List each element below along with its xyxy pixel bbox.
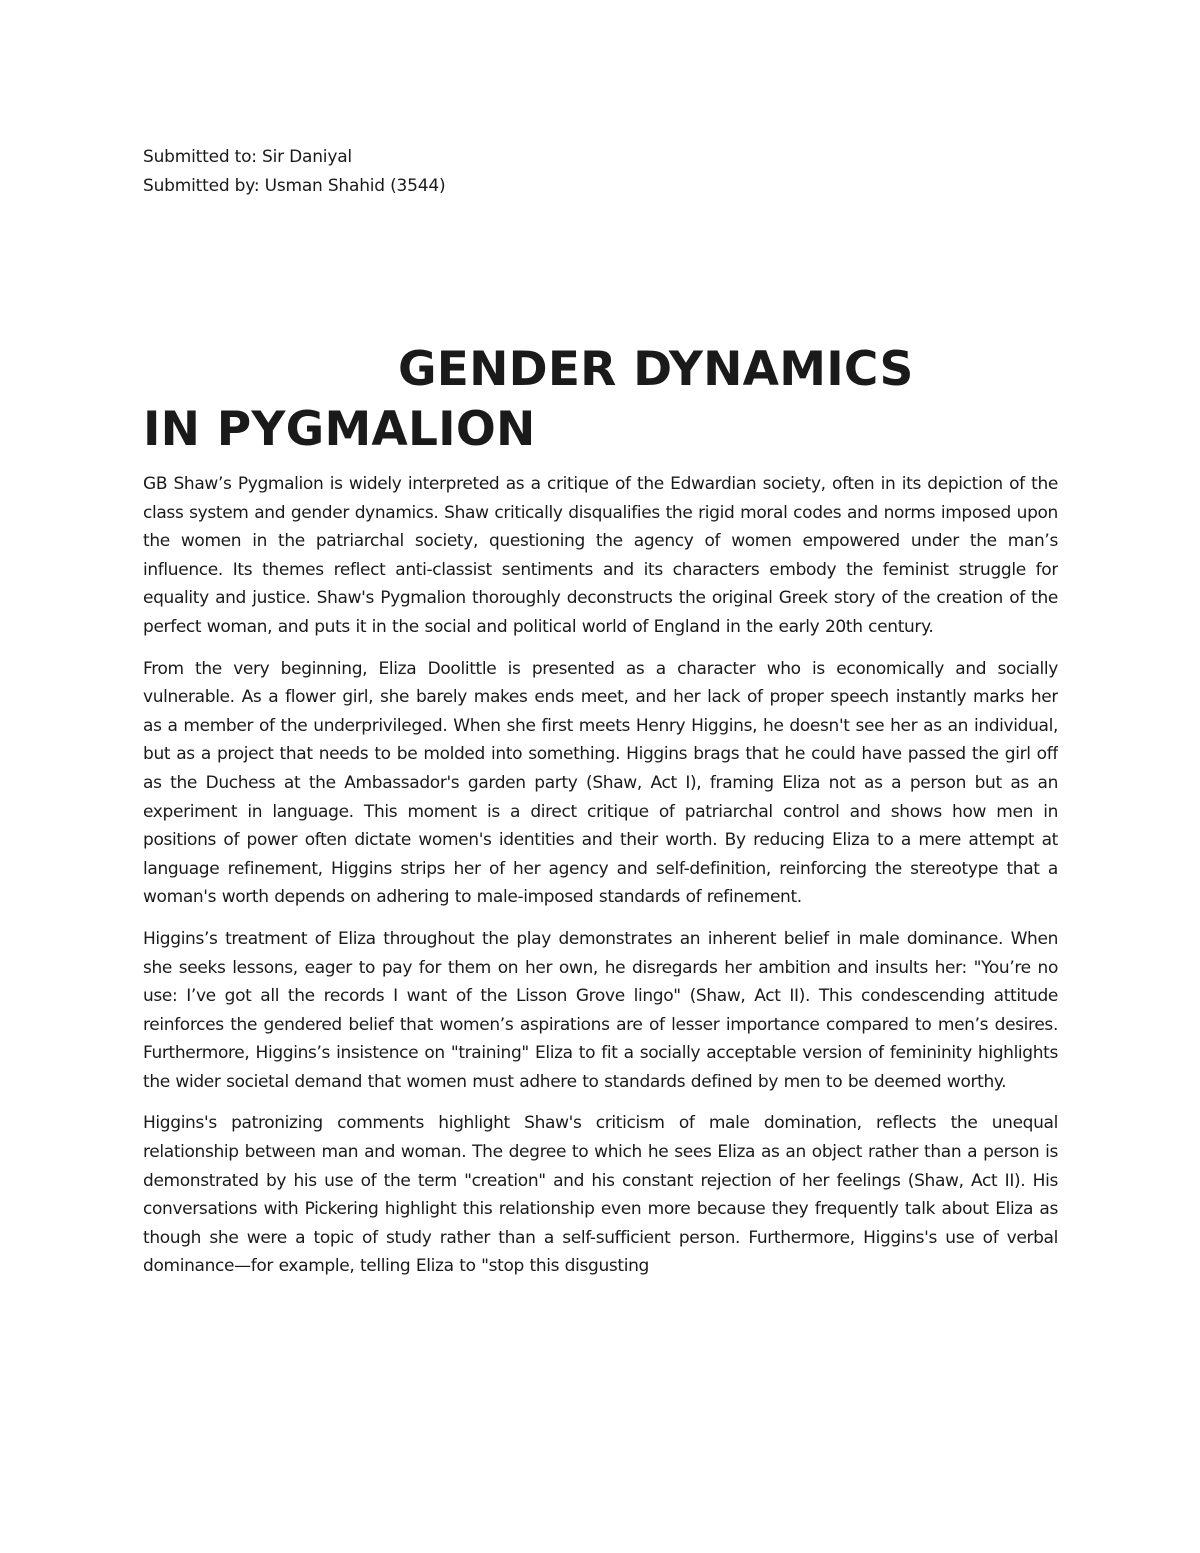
submitted-by: Submitted by: Usman Shahid (3544) bbox=[143, 176, 446, 196]
paragraph-1: GB Shaw’s Pygmalion is widely interpreted as a critique of the Edwardian society, often in its depiction of the class system and gender dynamics. Shaw critically disqualifies the rigid moral codes and norms imposed upon the women in the patriarchal society, questioning the agency of women empowered under the man’s influence. Its themes reflect anti-classist sentiments and its characters embody the feminist struggle for equality and justice. Shaw's Pygmalion thoroughly deconstructs the original Greek story of the creation of the perfect woman, and puts it in the social and political world of England in the early 20th century. bbox=[143, 474, 1058, 637]
title-line-2: IN PYGMALION bbox=[143, 402, 536, 457]
submitted-to: Submitted to: Sir Daniyal bbox=[143, 147, 352, 167]
paragraph-4: Higgins's patronizing comments highlight Shaw's criticism of male domination, reflects the unequal relationship between man and woman. The degree to which he sees Eliza as an object rather than a person is demonstrated by his use of the term "creation" and his constant rejection of her feelings (Shaw, Act II). His conversations with Pickering highlight this relationship even more because they frequently talk about Eliza as though she were a topic of study rather than a self-sufficient person. Furthermore, Higgins's use of verbal dominance—for example, telling Eliza to "stop this disgusting bbox=[143, 1113, 1058, 1277]
title-line-1: GENDER DYNAMICS bbox=[398, 342, 914, 397]
submission-info bbox=[143, 143, 445, 201]
document-body bbox=[143, 470, 1058, 1375]
paragraph-3: Higgins’s treatment of Eliza throughout the play demonstrates an inherent belief in male dominance. When she seeks lessons, eager to pay for them on her own, he disregards her ambition and insults her: "You’re no use: I’ve got all the records I want of the Lisson Grove lingo" (Shaw, Act II). This condescending attitude reinforces the gendered belief that women’s aspirations are of lesser importance compared to men’s desires. Furthermore, Higgins’s insistence on "training" Eliza to fit a socially acceptable version of femininity highlights the wider societal demand that women must adhere to standards defined by men to be deemed worthy. bbox=[143, 928, 1058, 1092]
paragraph-2: From the very beginning, Eliza Doolittle is presented as a character who is economically and socially vulnerable. As a flower girl, she barely makes ends meet, and her lack of proper speech instantly marks her as a member of the underprivileged. When she first meets Henry Higgins, he doesn't see her as an individual, but as a project that needs to be molded into something. Higgins brags that he could have passed the girl off as the Duchess at the Ambassador's garden party (Shaw, Act I), framing Eliza not as a person but as an experiment in language. This moment is a direct critique of patriarchal control and shows how men in positions of power often dictate women's identities and their worth. By reducing Eliza to a mere attempt at language refinement, Higgins strips her of her agency and self-definition, reinforcing the stereotype that a woman's worth depends on adhering to male-imposed standards of refinement. bbox=[143, 658, 1058, 908]
document-title bbox=[143, 340, 1058, 460]
